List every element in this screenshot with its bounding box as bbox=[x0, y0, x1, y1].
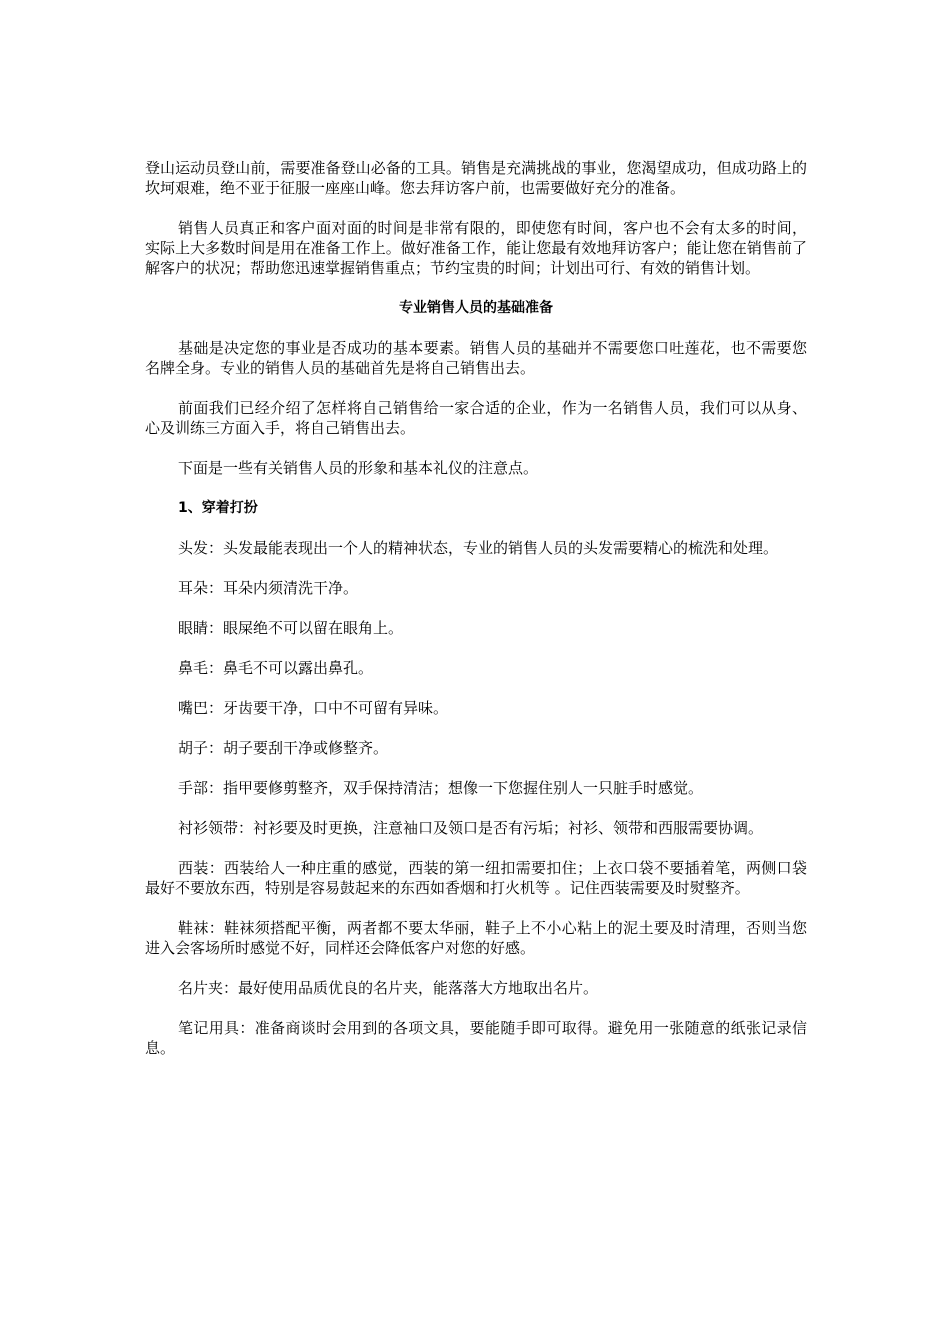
intro-paragraph-1: 登山运动员登山前，需要准备登山必备的工具。销售是充满挑战的事业，您渴望成功，但成功路上的坎坷艰难，绝不亚于征服一座座山峰。您去拜访客户前，也需要做好充分的准备。 bbox=[145, 159, 807, 197]
item-suit: 西装：西装给人一种庄重的感觉，西装的第一纽扣需要扣住；上衣口袋不要插着笔，两侧口袋最好不要放东西，特别是容易鼓起来的东西如香烟和打火机等 。记住西装需要及时熨整齐。 bbox=[145, 859, 807, 897]
item-mouth: 嘴巴：牙齿要干净，口中不可留有异味。 bbox=[178, 699, 449, 717]
item-beard: 胡子：胡子要刮干净或修整齐。 bbox=[178, 739, 389, 757]
item-hair: 头发：头发最能表现出一个人的精神状态，专业的销售人员的头发需要精心的梳洗和处理。 bbox=[178, 539, 779, 557]
item-writing-tools: 笔记用具：准备商谈时会用到的各项文具，要能随手即可取得。避免用一张随意的纸张记录信息。 bbox=[145, 1019, 807, 1057]
item-card-holder: 名片夹：最好使用品质优良的名片夹，能落落大方地取出名片。 bbox=[178, 979, 599, 997]
document-page bbox=[145, 158, 807, 1078]
item-shirt-tie: 衬衫领带：衬衫要及时更换，注意袖口及领口是否有污垢；衬衫、领带和西服需要协调。 bbox=[178, 819, 764, 837]
intro-paragraph-2: 销售人员真正和客户面对面的时间是非常有限的，即使您有时间，客户也不会有太多的时间，实际上大多数时间是用在准备工作上。做好准备工作，能让您最有效地拜访客户；能让您在销售前了解客户的状况；帮助您迅速掌握销售重点；节约宝贵的时间；计划出可行、有效的销售计划。 bbox=[145, 219, 807, 277]
section-paragraph-3: 下面是一些有关销售人员的形象和基本礼仪的注意点。 bbox=[178, 459, 539, 477]
item-ears: 耳朵：耳朵内须清洗干净。 bbox=[178, 579, 359, 597]
section-paragraph-2: 前面我们已经介绍了怎样将自己销售给一家合适的企业，作为一名销售人员，我们可以从身、心及训练三方面入手，将自己销售出去。 bbox=[145, 399, 807, 437]
item-hands: 手部：指甲要修剪整齐，双手保持清洁；想像一下您握住别人一只脏手时感觉。 bbox=[178, 779, 704, 797]
item-eyes: 眼睛：眼屎绝不可以留在眼角上。 bbox=[178, 619, 404, 637]
section-title: 专业销售人员的基础准备 bbox=[399, 300, 553, 316]
section-paragraph-1: 基础是决定您的事业是否成功的基本要素。销售人员的基础并不需要您口吐莲花，也不需要您名牌全身。专业的销售人员的基础首先是将自己销售出去。 bbox=[145, 339, 807, 377]
item-nose-hair: 鼻毛：鼻毛不可以露出鼻孔。 bbox=[178, 659, 374, 677]
item-shoes-socks: 鞋袜：鞋袜须搭配平衡，两者都不要太华丽，鞋子上不小心粘上的泥土要及时清理，否则当您进入会客场所时感觉不好，同样还会降低客户对您的好感。 bbox=[145, 919, 807, 957]
subsection-title: 1、穿着打扮 bbox=[178, 500, 258, 516]
